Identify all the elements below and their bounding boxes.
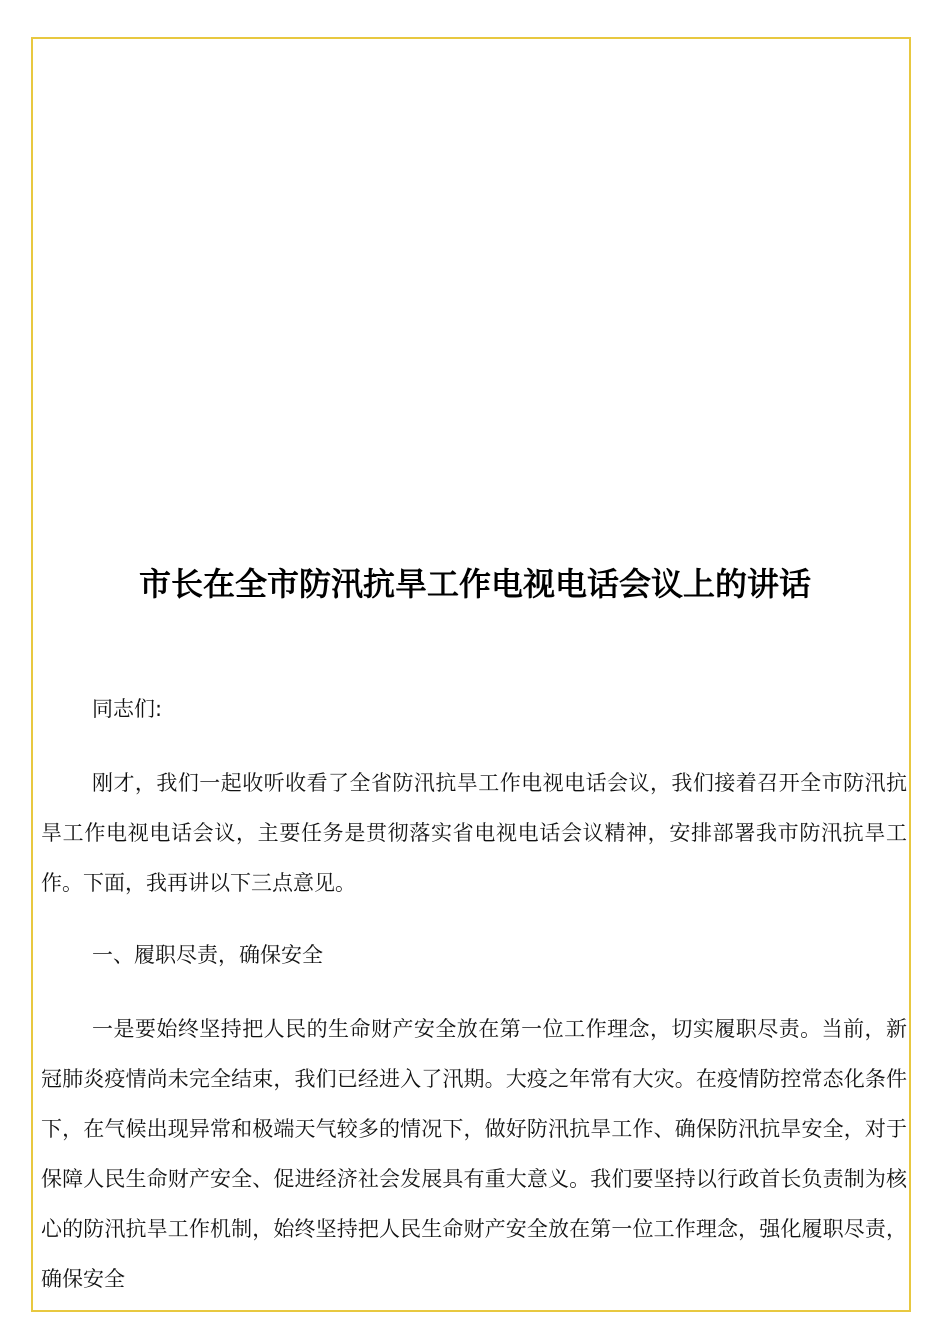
point-1-paragraph: 一是要始终坚持把人民的生命财产安全放在第一位工作理念，切实履职尽责。当前，新冠肺炎疫情尚未完全结束，我们已经进入了汛期。大疫之年常有大灾。在疫情防控常态化条件下，在气候出现异常和极端天气较多的情况下，做好防汛抗旱工作、确保防汛抗旱安全，对于保障人民生命财产安全、促进经济社会发展具有重大意义。我们要坚持以行政首长负责制为核心的防汛抗旱工作机制，始终坚持把人民生命财产安全放在第一位工作理念，强化履职尽责，确保安全 bbox=[41, 1017, 907, 1291]
intro-paragraph: 刚才，我们一起收听收看了全省防汛抗旱工作电视电话会议，我们接着召开全市防汛抗旱工作电视电话会议，主要任务是贯彻落实省电视电话会议精神，安排部署我市防汛抗旱工作。下面，我再讲以下三点意见。 bbox=[41, 771, 907, 895]
section-heading-1: 一、履职尽责，确保安全 bbox=[92, 943, 323, 967]
greeting-paragraph: 同志们: bbox=[92, 697, 163, 721]
document-title: 市长在全市防汛抗旱工作电视电话会议上的讲话 bbox=[138, 565, 811, 603]
